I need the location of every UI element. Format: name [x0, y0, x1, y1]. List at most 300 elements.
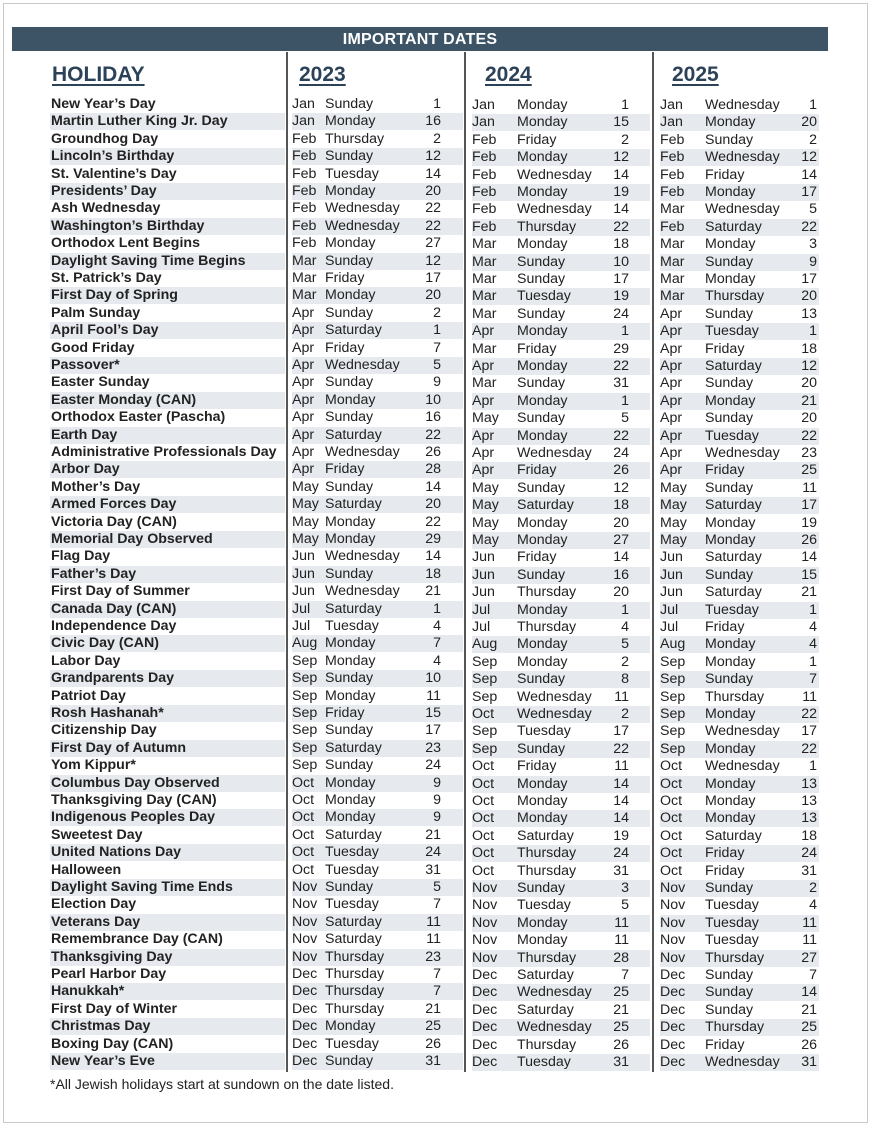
month-cell: Feb: [472, 184, 497, 200]
date-row: [660, 950, 819, 967]
date-row: [472, 480, 650, 497]
month-cell: Oct: [472, 758, 495, 775]
month-cell: Nov: [472, 914, 498, 931]
date-row: [472, 1037, 650, 1054]
month-cell: Feb: [292, 148, 317, 165]
holiday-row: [50, 1036, 285, 1053]
date-row: [292, 635, 463, 652]
weekday-cell: Thursday: [325, 130, 385, 147]
day-cell: 22: [425, 217, 441, 234]
date-row: [660, 184, 819, 201]
date-row: [472, 375, 650, 392]
holiday-row: [50, 896, 285, 913]
date-row: [292, 1001, 463, 1018]
month-cell: Sep: [472, 671, 498, 688]
date-row: [472, 497, 650, 514]
date-row: [472, 636, 650, 653]
date-row: [472, 567, 650, 584]
day-cell: 23: [425, 739, 441, 756]
weekday-cell: Monday: [705, 775, 756, 792]
month-cell: Oct: [660, 845, 683, 862]
day-cell: 22: [801, 706, 817, 722]
holiday-row: [50, 287, 285, 304]
holiday-name: Veterans Day: [51, 913, 141, 930]
day-cell: 4: [809, 619, 817, 635]
day-cell: 27: [613, 532, 629, 548]
date-row: [472, 932, 650, 949]
month-cell: Mar: [472, 253, 497, 270]
weekday-cell: Sunday: [705, 880, 754, 896]
date-row: [292, 740, 463, 757]
weekday-cell: Monday: [325, 1018, 376, 1035]
day-cell: 17: [801, 271, 817, 287]
day-cell: 14: [801, 549, 817, 566]
date-row: [472, 723, 650, 740]
weekday-cell: Saturday: [325, 739, 382, 756]
month-cell: May: [472, 410, 499, 427]
holiday-row: [50, 827, 285, 844]
date-row: [472, 584, 650, 601]
day-cell: 25: [425, 1018, 441, 1035]
holiday-name: Groundhog Day: [51, 130, 159, 147]
holiday-name: Remembrance Day (CAN): [51, 931, 223, 948]
day-cell: 20: [801, 375, 817, 392]
date-row: [472, 445, 650, 462]
day-cell: 20: [613, 514, 629, 531]
weekday-cell: Saturday: [705, 218, 762, 235]
month-cell: Sep: [660, 740, 686, 757]
day-cell: 20: [425, 287, 441, 304]
date-row: [660, 497, 819, 514]
month-cell: Feb: [292, 130, 317, 147]
day-cell: 13: [801, 810, 817, 827]
day-cell: 18: [801, 827, 817, 844]
day-cell: 14: [613, 810, 629, 827]
month-cell: Oct: [472, 810, 495, 827]
day-cell: 21: [425, 826, 441, 843]
date-row: [292, 827, 463, 844]
weekday-cell: Friday: [517, 549, 557, 566]
weekday-cell: Wednesday: [517, 1019, 592, 1036]
day-cell: 17: [425, 270, 441, 286]
weekday-cell: Monday: [325, 687, 376, 704]
holiday-row: [50, 200, 285, 217]
date-row: [660, 428, 819, 445]
day-cell: 11: [614, 758, 629, 775]
day-cell: 5: [433, 879, 441, 895]
day-cell: 14: [425, 478, 441, 495]
day-cell: 31: [801, 1054, 817, 1070]
weekday-cell: Friday: [325, 339, 365, 356]
month-cell: Mar: [472, 236, 497, 253]
day-cell: 9: [433, 774, 441, 791]
date-row: [472, 671, 650, 688]
month-cell: Dec: [472, 967, 498, 983]
day-cell: 4: [809, 636, 817, 653]
holiday-row: [50, 218, 285, 235]
date-row: [292, 1018, 463, 1035]
date-row: [472, 549, 650, 566]
weekday-cell: Wednesday: [705, 1054, 780, 1070]
date-row: [660, 480, 819, 497]
month-cell: Nov: [660, 932, 686, 949]
column-divider: [464, 52, 466, 1072]
date-row: [292, 305, 463, 322]
day-cell: 12: [613, 479, 629, 496]
month-cell: Oct: [472, 827, 495, 844]
holiday-name: Indigenous Peoples Day: [51, 809, 215, 826]
date-row: [660, 654, 819, 671]
holiday-name: Grandparents Day: [51, 670, 174, 687]
weekday-cell: Thursday: [325, 948, 385, 965]
weekday-cell: Sunday: [517, 740, 566, 757]
date-row: [292, 775, 463, 792]
weekday-cell: Thursday: [517, 949, 577, 966]
date-row: [660, 915, 819, 932]
date-row: [472, 984, 650, 1001]
date-row: [660, 584, 819, 601]
weekday-cell: Monday: [517, 184, 568, 200]
weekday-cell: Thursday: [517, 845, 577, 862]
day-cell: 5: [621, 636, 629, 653]
weekday-cell: Tuesday: [705, 323, 759, 340]
month-cell: Apr: [472, 358, 495, 374]
day-cell: 18: [613, 236, 629, 253]
weekday-cell: Monday: [517, 392, 568, 409]
day-cell: 9: [433, 374, 441, 391]
holiday-name: Memorial Day Observed: [51, 531, 213, 547]
weekday-cell: Wednesday: [325, 548, 400, 565]
weekday-cell: Thursday: [517, 218, 577, 235]
month-cell: May: [292, 496, 319, 513]
month-cell: Nov: [472, 932, 498, 949]
holiday-name: Canada Day (CAN): [51, 600, 177, 617]
weekday-cell: Friday: [517, 462, 557, 479]
weekday-cell: Sunday: [325, 757, 374, 774]
day-cell: 14: [613, 549, 629, 566]
month-cell: Dec: [292, 966, 318, 982]
date-row: [660, 863, 819, 880]
month-cell: Jun: [292, 548, 315, 565]
day-cell: 16: [425, 113, 441, 130]
day-cell: 17: [801, 184, 817, 200]
date-row: [660, 1037, 819, 1054]
weekday-cell: Wednesday: [705, 723, 780, 740]
day-cell: 2: [621, 653, 629, 670]
month-cell: Sep: [660, 706, 686, 722]
date-row: [292, 931, 463, 948]
month-cell: Feb: [292, 200, 317, 217]
date-row: [472, 428, 650, 445]
date-row: [660, 1054, 819, 1071]
date-row: [472, 288, 650, 305]
date-row: [472, 1054, 650, 1071]
holiday-name: Administrative Professionals Day: [51, 444, 277, 460]
date-row: [660, 236, 819, 253]
day-cell: 1: [809, 653, 817, 670]
date-row: [660, 219, 819, 236]
holiday-name: Citizenship Day: [51, 722, 157, 739]
date-row: [292, 896, 463, 913]
day-cell: 2: [433, 304, 441, 321]
date-row: [660, 810, 819, 827]
day-cell: 31: [613, 1054, 629, 1070]
day-cell: 17: [801, 723, 817, 740]
day-cell: 12: [801, 358, 817, 374]
month-cell: Jun: [472, 566, 495, 583]
holiday-row: [50, 131, 285, 148]
weekday-cell: Monday: [325, 635, 376, 652]
day-cell: 31: [613, 375, 629, 392]
weekday-cell: Thursday: [517, 862, 577, 879]
day-cell: 7: [433, 339, 441, 356]
month-cell: Apr: [472, 392, 495, 409]
holiday-row: [50, 427, 285, 444]
month-cell: Apr: [660, 410, 683, 427]
weekday-cell: Friday: [517, 340, 557, 357]
day-cell: 24: [613, 445, 629, 461]
holiday-name: First Day of Winter: [51, 1000, 177, 1017]
weekday-cell: Monday: [705, 810, 756, 827]
date-row: [660, 967, 819, 984]
month-cell: Feb: [292, 165, 317, 182]
weekday-cell: Sunday: [325, 670, 374, 687]
month-cell: Mar: [660, 201, 685, 218]
date-row: [472, 219, 650, 236]
holiday-name: Earth Day: [51, 426, 118, 443]
day-cell: 11: [802, 914, 817, 931]
holiday-name: Civic Day (CAN): [51, 635, 160, 652]
day-cell: 4: [433, 618, 441, 634]
date-row: [660, 549, 819, 566]
date-row: [292, 235, 463, 252]
date-row: [292, 322, 463, 339]
day-cell: 22: [613, 218, 629, 235]
weekday-cell: Wednesday: [705, 758, 780, 775]
date-row: [472, 915, 650, 932]
weekday-cell: Friday: [517, 131, 557, 148]
day-cell: 13: [801, 793, 817, 809]
day-cell: 18: [613, 497, 629, 514]
weekday-cell: Sunday: [705, 410, 754, 427]
day-cell: 12: [425, 252, 441, 269]
month-cell: Sep: [472, 723, 498, 740]
weekday-cell: Tuesday: [325, 896, 379, 913]
month-cell: Sep: [472, 740, 498, 757]
day-cell: 20: [613, 584, 629, 601]
holiday-row: [50, 809, 285, 826]
weekday-cell: Sunday: [705, 305, 754, 322]
month-cell: Mar: [292, 252, 317, 269]
month-cell: Feb: [472, 201, 497, 218]
month-cell: Feb: [472, 218, 497, 235]
date-row: [472, 828, 650, 845]
holiday-row: [50, 583, 285, 600]
day-cell: 7: [433, 966, 441, 982]
month-cell: Apr: [292, 409, 315, 426]
day-cell: 5: [621, 410, 629, 427]
day-cell: 14: [613, 793, 629, 809]
day-cell: 21: [613, 1001, 629, 1018]
weekday-cell: Sunday: [705, 253, 754, 270]
weekday-cell: Wednesday: [517, 166, 592, 183]
day-cell: 23: [801, 445, 817, 461]
date-row: [292, 1036, 463, 1053]
day-cell: 27: [801, 949, 817, 966]
date-row: [660, 410, 819, 427]
month-cell: Nov: [660, 897, 686, 914]
day-cell: 15: [425, 705, 441, 721]
weekday-cell: Friday: [705, 862, 745, 879]
date-row: [660, 358, 819, 375]
month-cell: Apr: [292, 357, 315, 373]
date-row: [660, 515, 819, 532]
holiday-row: [50, 705, 285, 722]
weekday-cell: Friday: [325, 705, 365, 721]
date-row: [292, 392, 463, 409]
holiday-name: Mother’s Day: [51, 478, 141, 495]
date-row: [660, 341, 819, 358]
month-cell: Sep: [660, 671, 686, 688]
day-cell: 12: [801, 149, 817, 166]
month-cell: Dec: [472, 1001, 498, 1018]
weekday-cell: Wednesday: [517, 201, 592, 218]
month-cell: Apr: [660, 427, 683, 444]
day-cell: 12: [613, 149, 629, 166]
month-cell: May: [292, 531, 319, 547]
day-cell: 26: [425, 1035, 441, 1052]
weekday-cell: Thursday: [517, 584, 577, 601]
month-cell: Feb: [472, 131, 497, 148]
holiday-row: [50, 653, 285, 670]
date-row: [292, 287, 463, 304]
day-cell: 7: [433, 896, 441, 913]
date-row: [472, 1019, 650, 1036]
day-cell: 29: [613, 340, 629, 357]
date-row: [660, 845, 819, 862]
day-cell: 2: [621, 131, 629, 148]
date-row: [292, 757, 463, 774]
month-cell: Feb: [292, 235, 317, 252]
month-cell: Jun: [472, 584, 495, 601]
date-row: [660, 723, 819, 740]
month-cell: Feb: [292, 217, 317, 234]
holiday-name: Martin Luther King Jr. Day: [51, 113, 228, 130]
weekday-cell: Tuesday: [325, 844, 379, 861]
month-cell: Oct: [472, 775, 495, 792]
month-cell: Jan: [292, 96, 315, 112]
weekday-cell: Monday: [325, 183, 376, 199]
date-row: [472, 306, 650, 323]
day-cell: 21: [425, 1000, 441, 1017]
month-cell: Jul: [472, 601, 491, 618]
day-cell: 5: [621, 897, 629, 914]
month-cell: Dec: [660, 1019, 686, 1036]
day-cell: 9: [809, 253, 817, 270]
holiday-row: [50, 514, 285, 531]
day-cell: 1: [809, 601, 817, 618]
day-cell: 9: [433, 809, 441, 826]
date-row: [472, 254, 650, 271]
weekday-cell: Saturday: [517, 497, 574, 514]
weekday-cell: Sunday: [517, 375, 566, 392]
date-row: [292, 583, 463, 600]
date-row: [292, 722, 463, 739]
month-cell: Dec: [292, 1018, 318, 1035]
day-cell: 1: [621, 97, 629, 113]
day-cell: 14: [425, 548, 441, 565]
month-cell: Oct: [292, 826, 315, 843]
holiday-row: [50, 601, 285, 618]
month-cell: Mar: [292, 270, 317, 286]
holiday-row: [50, 113, 285, 130]
month-cell: Oct: [660, 793, 683, 809]
holiday-row: [50, 1001, 285, 1018]
day-cell: 7: [809, 671, 817, 688]
holiday-header: HOLIDAY: [52, 63, 145, 86]
month-cell: Apr: [292, 322, 315, 339]
weekday-cell: Monday: [517, 775, 568, 792]
month-cell: Oct: [292, 844, 315, 861]
weekday-cell: Monday: [517, 97, 568, 113]
weekday-cell: Monday: [517, 114, 568, 131]
date-row: [292, 166, 463, 183]
day-cell: 26: [613, 462, 629, 479]
weekday-cell: Monday: [517, 636, 568, 653]
month-cell: Nov: [292, 896, 318, 913]
holiday-name: Victoria Day (CAN): [51, 513, 177, 530]
month-cell: Oct: [292, 774, 315, 791]
weekday-cell: Tuesday: [325, 861, 379, 878]
weekday-cell: Sunday: [705, 566, 754, 583]
month-cell: Oct: [472, 862, 495, 879]
date-row: [472, 410, 650, 427]
holiday-row: [50, 722, 285, 739]
date-row: [292, 601, 463, 618]
weekday-cell: Sunday: [705, 375, 754, 392]
holiday-name: Yom Kippur*: [51, 757, 136, 774]
date-row: [472, 271, 650, 288]
day-cell: 1: [621, 392, 629, 409]
month-cell: Mar: [472, 288, 497, 305]
month-cell: Apr: [660, 323, 683, 340]
holiday-name: Thanksgiving Day (CAN): [51, 792, 217, 808]
month-cell: May: [292, 478, 319, 495]
day-cell: 11: [426, 687, 441, 704]
date-row: [660, 776, 819, 793]
month-cell: May: [472, 514, 499, 531]
weekday-cell: Friday: [705, 619, 745, 635]
holiday-row: [50, 392, 285, 409]
day-cell: 4: [621, 619, 629, 635]
date-row: [472, 167, 650, 184]
weekday-cell: Saturday: [325, 931, 382, 948]
date-row: [660, 689, 819, 706]
month-cell: Dec: [472, 1036, 498, 1053]
weekday-cell: Wednesday: [705, 201, 780, 218]
weekday-cell: Tuesday: [705, 427, 759, 444]
day-cell: 17: [613, 723, 629, 740]
weekday-cell: Sunday: [705, 967, 754, 983]
weekday-cell: Monday: [325, 774, 376, 791]
month-cell: May: [472, 479, 499, 496]
weekday-cell: Tuesday: [325, 165, 379, 182]
date-row: [472, 462, 650, 479]
day-cell: 1: [809, 758, 817, 775]
date-row: [472, 515, 650, 532]
month-cell: Jun: [660, 549, 683, 566]
day-cell: 14: [425, 165, 441, 182]
